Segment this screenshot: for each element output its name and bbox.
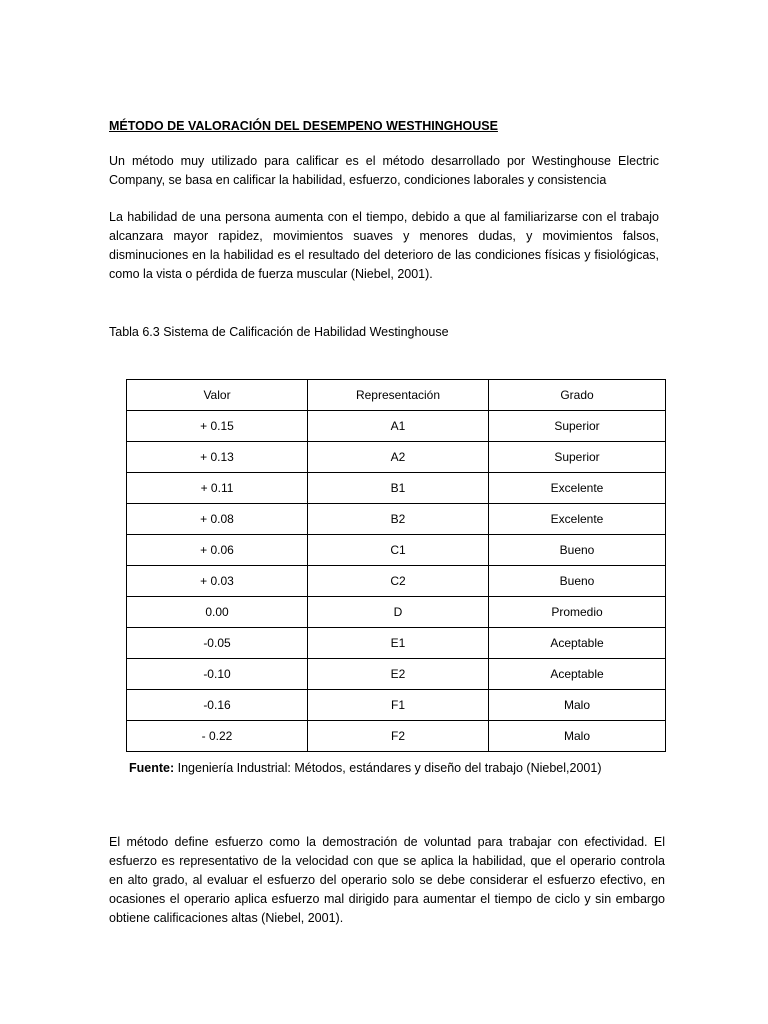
cell-valor: -0.10 — [127, 659, 308, 690]
table-row — [127, 442, 666, 473]
cell-representacion: B1 — [308, 473, 489, 504]
table-row — [127, 411, 666, 442]
skill-rating-table — [126, 379, 666, 752]
cell-grado: Excelente — [489, 473, 666, 504]
cell-valor: + 0.13 — [127, 442, 308, 473]
table-row — [127, 690, 666, 721]
table-row — [127, 659, 666, 690]
cell-representacion: F1 — [308, 690, 489, 721]
table-header-row — [127, 380, 666, 411]
cell-valor: 0.00 — [127, 597, 308, 628]
effort-paragraph: El método define esfuerzo como la demostración de voluntad para trabajar con efectividad. El esfuerzo es representativo de la velocidad con que se aplica la habilidad, que el operario controla en alto grado, al evaluar el esfuerzo del operario solo se debe considerar el esfuerzo efectivo, en ocasiones el operario aplica esfuerzo mal dirigido para aumentar el tiempo de ciclo y sin embargo obtiene calificaciones altas (Niebel, 2001). — [109, 835, 665, 925]
cell-representacion: D — [308, 597, 489, 628]
cell-representacion: F2 — [308, 721, 489, 752]
cell-representacion: C1 — [308, 535, 489, 566]
cell-grado: Excelente — [489, 504, 666, 535]
source-text: Ingeniería Industrial: Métodos, estándares y diseño del trabajo (Niebel,2001) — [174, 761, 602, 775]
cell-representacion: B2 — [308, 504, 489, 535]
cell-grado: Bueno — [489, 566, 666, 597]
table-body — [127, 411, 666, 752]
cell-grado: Promedio — [489, 597, 666, 628]
table-row — [127, 504, 666, 535]
source-label: Fuente: — [129, 761, 175, 775]
table-row — [127, 597, 666, 628]
cell-valor: -0.16 — [127, 690, 308, 721]
cell-grado: Bueno — [489, 535, 666, 566]
page-title: MÉTODO DE VALORACIÓN DEL DESEMPENO WESTHINGHOUSE — [109, 119, 498, 133]
table-row — [127, 721, 666, 752]
cell-representacion: E1 — [308, 628, 489, 659]
cell-grado: Superior — [489, 442, 666, 473]
table-source — [129, 759, 601, 778]
cell-grado: Superior — [489, 411, 666, 442]
cell-valor: + 0.06 — [127, 535, 308, 566]
table-row — [127, 628, 666, 659]
header-representacion: Representación — [308, 380, 489, 411]
table-row — [127, 566, 666, 597]
skill-paragraph: La habilidad de una persona aumenta con el tiempo, debido a que al familiarizarse con el trabajo alcanzara mayor rapidez, movimientos suaves y menores dudas, y movimientos falsos, disminuciones en la habilidad es el resultado del deterioro de las condiciones físicas y fisiológicas, como la vista o pérdida de fuerza muscular (Niebel, 2001). — [109, 210, 659, 281]
table-row — [127, 535, 666, 566]
cell-valor: -0.05 — [127, 628, 308, 659]
cell-grado: Malo — [489, 721, 666, 752]
cell-valor: + 0.15 — [127, 411, 308, 442]
cell-grado: Malo — [489, 690, 666, 721]
intro-paragraph: Un método muy utilizado para calificar es el método desarrollado por Westinghouse Electric Company, se basa en calificar la habilidad, esfuerzo, condiciones laborales y consistencia — [109, 154, 659, 187]
cell-representacion: E2 — [308, 659, 489, 690]
table-row — [127, 473, 666, 504]
cell-valor: - 0.22 — [127, 721, 308, 752]
cell-representacion: C2 — [308, 566, 489, 597]
cell-representacion: A1 — [308, 411, 489, 442]
header-grado: Grado — [489, 380, 666, 411]
cell-valor: + 0.08 — [127, 504, 308, 535]
cell-grado: Aceptable — [489, 659, 666, 690]
cell-grado: Aceptable — [489, 628, 666, 659]
cell-valor: + 0.11 — [127, 473, 308, 504]
table-caption: Tabla 6.3 Sistema de Calificación de Habilidad Westinghouse — [109, 325, 449, 339]
cell-representacion: A2 — [308, 442, 489, 473]
header-valor: Valor — [127, 380, 308, 411]
cell-valor: + 0.03 — [127, 566, 308, 597]
